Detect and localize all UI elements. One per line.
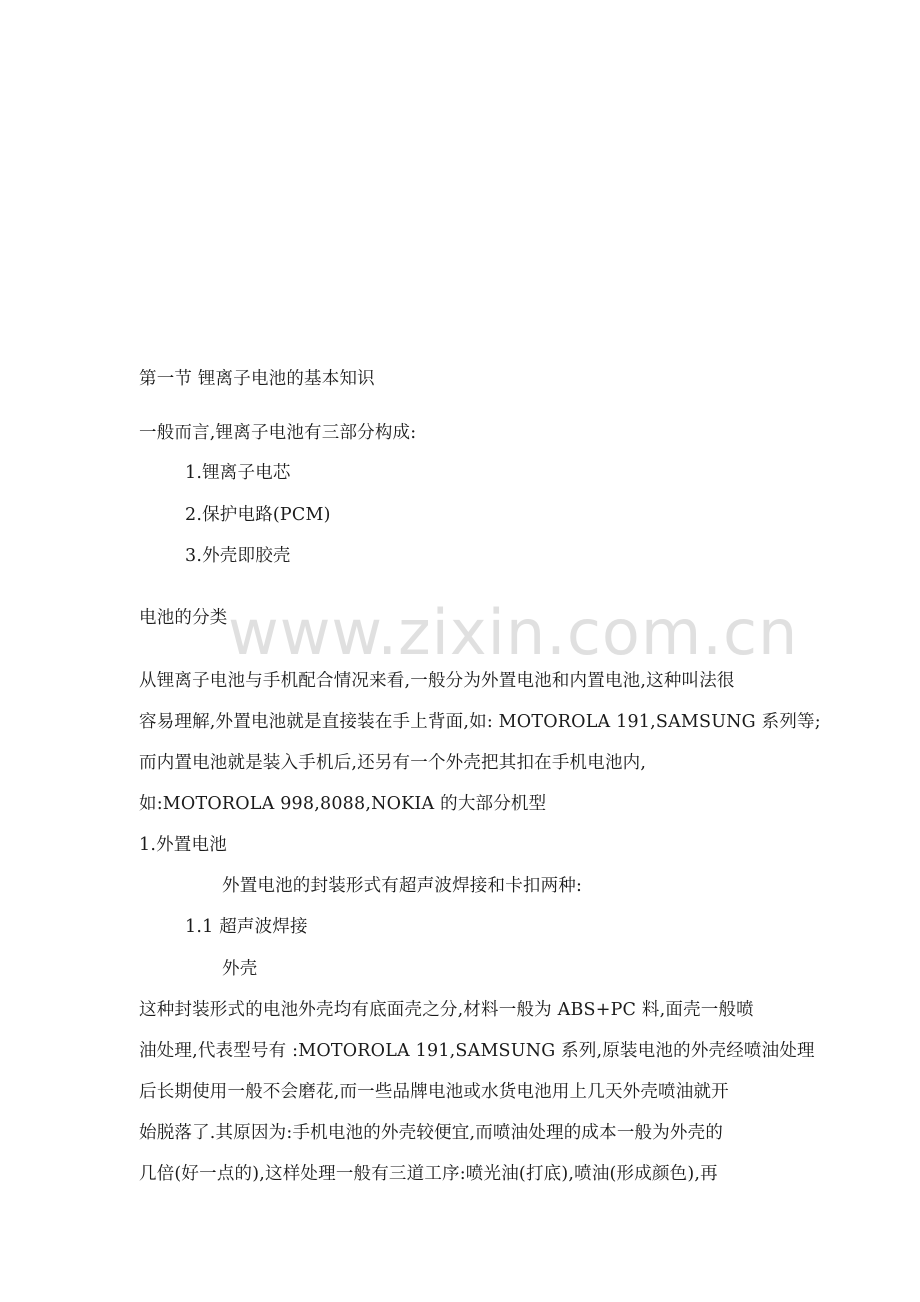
paragraph-line: 油处理,代表型号有 :MOTOROLA 191,SAMSUNG 系列,原装电池的外壳经喷油处理: [139, 1041, 815, 1061]
paragraph-line: 始脱落了.其原因为:手机电池的外壳较便宜,而喷油处理的成本一般为外壳的: [139, 1123, 724, 1143]
watermark: www.zixin.com.cn: [228, 596, 799, 669]
section-title: 第一节 锂离子电池的基本知识: [139, 369, 375, 389]
shell-heading: 外壳: [222, 959, 258, 979]
component-item: 3.外壳即胶壳: [185, 546, 291, 566]
ultrasonic-heading: 1.1 超声波焊接: [185, 917, 308, 937]
paragraph-line: 如:MOTOROLA 998,8088,NOKIA 的大部分机型: [139, 794, 547, 814]
paragraph-line: 从锂离子电池与手机配合情况来看,一般分为外置电池和内置电池,这种叫法很: [139, 671, 735, 691]
paragraph-line: 后长期使用一般不会磨花,而一些品牌电池或水货电池用上几天外壳喷油就开: [139, 1082, 729, 1102]
paragraph-line: 几倍(好一点的),这样处理一般有三道工序:喷光油(打底),喷油(形成颜色),再: [139, 1164, 718, 1184]
component-item: 1.锂离子电芯: [185, 463, 291, 483]
external-battery-intro: 外置电池的封装形式有超声波焊接和卡扣两种:: [222, 876, 583, 896]
intro-text: 一般而言,锂离子电池有三部分构成:: [139, 423, 417, 443]
external-battery-heading: 1.外置电池: [139, 835, 227, 855]
paragraph-line: 容易理解,外置电池就是直接装在手上背面,如: MOTOROLA 191,SAMSUNG 系列等;: [139, 712, 821, 732]
component-item: 2.保护电路(PCM): [185, 505, 331, 525]
paragraph-line: 这种封装形式的电池外壳均有底面壳之分,材料一般为 ABS+PC 料,面壳一般喷: [139, 1000, 754, 1020]
classification-heading: 电池的分类: [139, 608, 228, 628]
paragraph-line: 而内置电池就是装入手机后,还另有一个外壳把其扣在手机电池内,: [139, 753, 647, 773]
